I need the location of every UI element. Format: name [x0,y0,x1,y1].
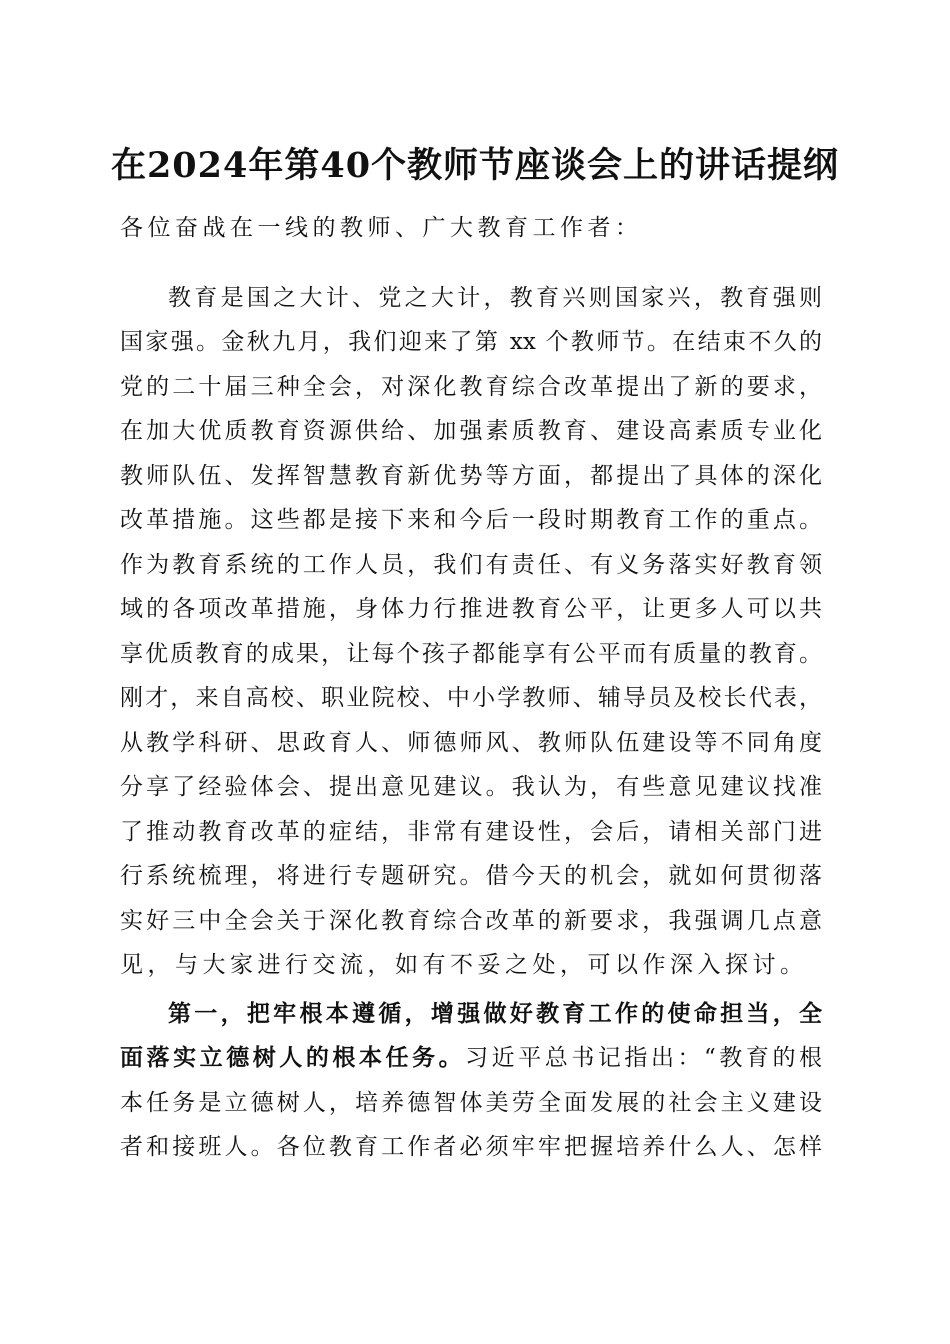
text-line: 在加大优质教育资源供给、加强素质教育、建设高素质专业化 [120,418,822,444]
text-line: 教师队伍、发挥智慧教育新优势等方面，都提出了具体的深化 [120,462,822,489]
document-title: 在2024年第40个教师节座谈会上的讲话提纲 [110,145,840,186]
text-line: 作为教育系统的工作人员，我们有责任、有义务落实好教育领 [120,551,822,578]
text-line: 行系统梳理，将进行专题研究。借今天的机会，就如何贯彻落 [120,863,822,889]
text-line: 了推动教育改革的症结，非常有建设性，会后，请相关部门进 [120,818,822,845]
text-line: 实好三中全会关于深化教育综合改革的新要求，我强调几点意 [120,907,822,934]
text-line: 者和接班人。各位教育工作者必须牢牢把握培养什么人、怎样 [120,1134,822,1160]
text-line [120,1036,822,1081]
bold-heading: 面落实立德树人的根本任务。 [120,1044,466,1071]
document-body [120,206,822,1170]
paragraph-first-point [120,992,822,1170]
quote-start: 习近平总书记指出：“教育的根 [465,1045,823,1071]
text-line: 域的各项改革措施，身体力行推进教育公平，让更多人可以共 [120,596,822,622]
text-line: 享优质教育的成果，让每个孩子都能享有公平而有质量的教育。 [120,640,822,667]
text-line: 改革措施。这些都是接下来和今后一段时期教育工作的重点。 [120,507,822,533]
section-heading-line [120,992,822,1037]
text-line: 党的二十届三种全会，对深化教育综合改革提出了新的要求， [120,373,822,400]
paragraph-intro [120,276,822,988]
salutation: 各位奋战在一线的教师、广大教育工作者： [120,215,643,241]
text-line: 国家强。金秋九月，我们迎来了第 xx 个教师节。在结束不久的 [120,329,822,355]
text-line: 本任务是立德树人，培养德智体美劳全面发展的社会主义建设 [120,1089,822,1116]
text-line: 刚才，来自高校、职业院校、中小学教师、辅导员及校长代表， [120,685,822,711]
text-line: 教育是国之大计、党之大计，教育兴则国家兴，教育强则 [168,284,822,311]
text-line: 分享了经验体会、提出意见建议。我认为，有些意见建议找准 [120,774,822,800]
bold-heading: 第一，把牢根本遵循，增强做好教育工作的使命担当，全 [168,999,822,1027]
text-line: 从教学科研、思政育人、师德师风、教师队伍建设等不同角度 [120,729,822,756]
text-line: 见，与大家进行交流，如有不妥之处，可以作深入探讨。 [120,952,808,978]
